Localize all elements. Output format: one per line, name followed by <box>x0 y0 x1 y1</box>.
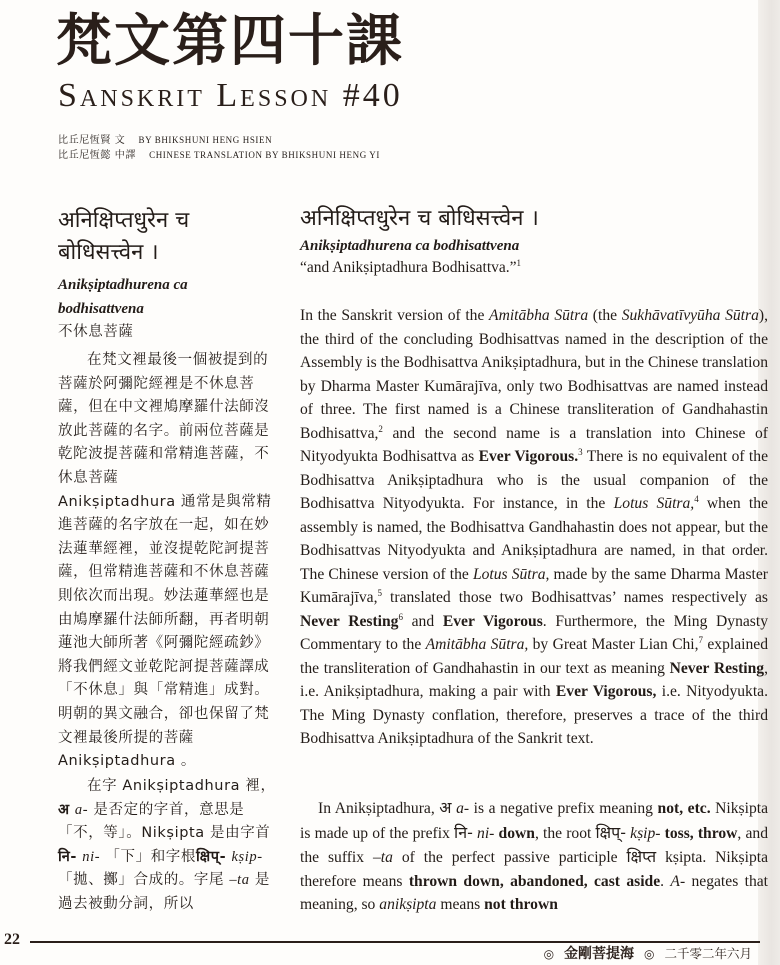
text: , i.e. Anikṣiptadhura, making a pair with <box>300 659 768 700</box>
text: . Furthermore, the Ming Dynasty Commentary to the <box>300 612 769 653</box>
devanagari-line-2: बोधिसत्त्वेन । <box>58 240 159 265</box>
chinese-text: 在字 Anikṣiptadhura 裡， <box>87 778 276 794</box>
bold-term: not, etc. <box>657 800 711 817</box>
devanagari-ni: नि- <box>454 822 473 842</box>
italic-title: Amitābha Sūtra, <box>425 636 529 653</box>
chinese-text: 「拋、擲」合成的。字尾 <box>58 872 225 889</box>
bold-term: Ever Vigorous. <box>478 448 579 465</box>
text: made by the same Dharma Master Kumārajīva, <box>300 565 768 606</box>
body-paragraph-2 <box>300 796 768 917</box>
bold-term: Ever Vigorous <box>442 612 543 630</box>
iast-heading: Anikṣiptadhurena ca bodhisattvena <box>300 238 520 254</box>
iast-term: A- <box>670 872 686 890</box>
bold-term: toss, throw <box>660 824 738 842</box>
text: and <box>402 612 443 630</box>
iast-line-2: bodhisattvena <box>58 301 144 317</box>
bold-term: not thrown <box>484 896 558 913</box>
italic-title: Sukhāvatīvyūha Sūtra <box>621 307 759 324</box>
devanagari-ksip: क्षिप्- <box>595 822 626 842</box>
byline-translator-chinese: 比丘尼恆懿 中譯 <box>58 150 136 161</box>
iast-term: a- <box>451 800 470 817</box>
footnote-ref: 3 <box>578 446 583 457</box>
iast-ni: ni- <box>82 848 101 865</box>
text: , and the suffix <box>300 824 769 866</box>
italic-title: Lotus Sūtra, <box>613 495 695 512</box>
bold-term: down <box>494 824 535 842</box>
chinese-text: 「下」和字根 <box>105 848 196 865</box>
text: is a negative prefix meaning <box>469 800 658 817</box>
footnote-ref: 4 <box>694 493 699 504</box>
iast-line-1: Anikṣiptadhurena ca <box>58 277 188 293</box>
text: and the second name is a translation into Chinese of Nityodyukta Bodhisattva as <box>300 424 768 465</box>
italic-title: Lotus Sūtra, <box>472 565 550 583</box>
devanagari-a: अ <box>439 798 452 817</box>
text: explained the transliteration of Gandhahastin in our text as meaning <box>300 636 768 677</box>
ornament-icon: ◎ <box>644 947 655 961</box>
page-number: 22 <box>4 931 20 948</box>
devanagari-heading: अनिक्षिप्तधुरेन च बोधिसत्त्वेन । <box>300 206 539 231</box>
text: kṣipta. Nikṣipta therefore means <box>300 849 769 890</box>
footnote-ref: 5 <box>377 587 383 598</box>
chinese-paragraph-1a: 在梵文裡最後一個被提到的菩薩於阿彌陀經裡是不休息菩薩，但在中文裡鳩摩羅什法師沒放此菩薩的名字。前兩位菩薩是乾陀波提菩薩和常精進菩薩，不休息菩薩 <box>58 352 270 486</box>
text: ), the third of the concluding Bodhisattvas named in the description of the Assembly is the Bodhisattva Anikṣiptadhura, but in the Chinese translation by Dharma Master Kumārajīva, only two Bodhisattvas are named instead of three. The first named is a Chinese transliteration of Gandhahastin Bodhisattva, <box>300 307 768 442</box>
iast-term: anikṣipta <box>379 896 437 913</box>
running-footer <box>544 943 752 963</box>
iast-term: kṣip- <box>626 824 661 842</box>
body-paragraph-1 <box>300 304 768 751</box>
bold-term: Never Resting <box>300 612 399 630</box>
gloss-text: “and Anikṣiptadhura Bodhisattva.” <box>300 259 517 276</box>
byline-author-english: BY BHIKSHUNI HENG HSIEN <box>138 135 273 145</box>
text: (the <box>588 307 622 324</box>
left-column-paragraph-1 <box>58 349 280 774</box>
bold-term: Never Resting <box>669 659 765 677</box>
issue-date: 二千零二年六月 <box>664 946 752 961</box>
english-gloss <box>300 257 768 279</box>
text: In the Sanskrit version of the <box>300 307 490 324</box>
chinese-name: 不休息菩薩 <box>58 324 134 340</box>
iast-ta: –ta <box>229 872 250 889</box>
text: In Anikṣiptadhura, <box>318 800 440 817</box>
text: translated those two Bodhisattvas’ names respectively as <box>382 589 768 606</box>
iast-ksip: kṣip- <box>231 848 263 865</box>
text: by Great Master Lian Chi, <box>528 636 699 653</box>
chinese-paragraph-2 <box>58 775 280 917</box>
text: There is no equivalent of the Bodhisattva Anikṣiptadhura who is the usual companion of the Bodhisattva Nityodyukta. For instance, in the <box>300 448 768 512</box>
text: of the perfect passive participle <box>392 849 627 866</box>
footnote-ref: 7 <box>698 634 704 645</box>
right-column-heading <box>300 203 768 279</box>
left-column-paragraph-2 <box>58 775 280 917</box>
devanagari-ni: नि- <box>58 848 78 865</box>
iast-a: a- <box>74 801 89 818</box>
magazine-name: 金剛菩提海 <box>564 946 635 962</box>
footnote-ref: 1 <box>516 257 522 268</box>
devanagari-ksipta: क्षिप्त <box>626 847 657 866</box>
chinese-paragraph-1b: Anikṣiptadhura 通常是與常精進菩薩的名字放在一起，如在妙法蓮華經裡，並沒提乾陀訶提菩薩，但常精進菩薩和不休息菩薩則依次而出現。妙法蓮華經也是由鳩摩羅什法師所翻，再者明朝蓮池大師所著《阿彌陀經疏鈔》將我們經文並乾陀訶提菩薩譯成「不休息」與「常精進」成對。明朝的異文融合，卻也保留了梵文裡最後所提的菩薩 Anikṣiptadhura 。 <box>58 493 272 770</box>
devanagari-ksip: क्षिप्- <box>196 848 227 865</box>
left-column-heading <box>58 205 278 345</box>
chinese-text: 是過去被動分詞，所以 <box>58 872 270 912</box>
footnote-ref: 2 <box>378 423 383 434</box>
lesson-title-chinese: 梵文第四十課 <box>56 8 404 74</box>
ornament-icon: ◎ <box>543 947 555 961</box>
text: means <box>436 896 485 913</box>
bold-term: Ever Vigorous, <box>555 683 657 700</box>
text: Nikṣipta is made up of the prefix <box>300 800 768 842</box>
byline-translator <box>58 148 380 163</box>
byline-author-chinese: 比丘尼恆賢 文 <box>58 135 126 146</box>
text: , the root <box>534 824 596 842</box>
devanagari-line-1: अनिक्षिप्तधुरेन च <box>58 208 190 233</box>
devanagari-a: अ <box>58 801 70 818</box>
bold-term: thrown down, abandoned, cast aside <box>408 872 661 890</box>
text: i.e. Nityodyukta. The Ming Dynasty conflation, therefore, preserves a trace of the third Bodhisattva Anikṣiptadhura of the Sankrit text. <box>300 683 768 747</box>
footnote-ref: 6 <box>398 611 403 622</box>
chinese-text: 是否定的字首，意思是「不，等」。Nikṣipta 是由字首 <box>58 801 271 842</box>
iast-term: –ta <box>372 849 393 866</box>
iast-term: ni- <box>472 824 495 842</box>
text: negates that meaning, so <box>300 872 768 913</box>
byline-translator-english: CHINESE TRANSLATION BY BHIKSHUNI HENG YI <box>149 150 381 160</box>
text: when the assembly is named, the Bodhisattva Gandhahastin does not appear, but the Bodhisattvas Nityodyukta and Anikṣiptadhura are named, in that order. The Chinese version of the <box>300 495 768 583</box>
byline-author <box>58 133 272 148</box>
lesson-title-english: Sanskrit Lesson #40 <box>58 77 403 114</box>
text: . <box>660 872 671 890</box>
italic-title: Amitābha Sūtra <box>489 307 589 324</box>
